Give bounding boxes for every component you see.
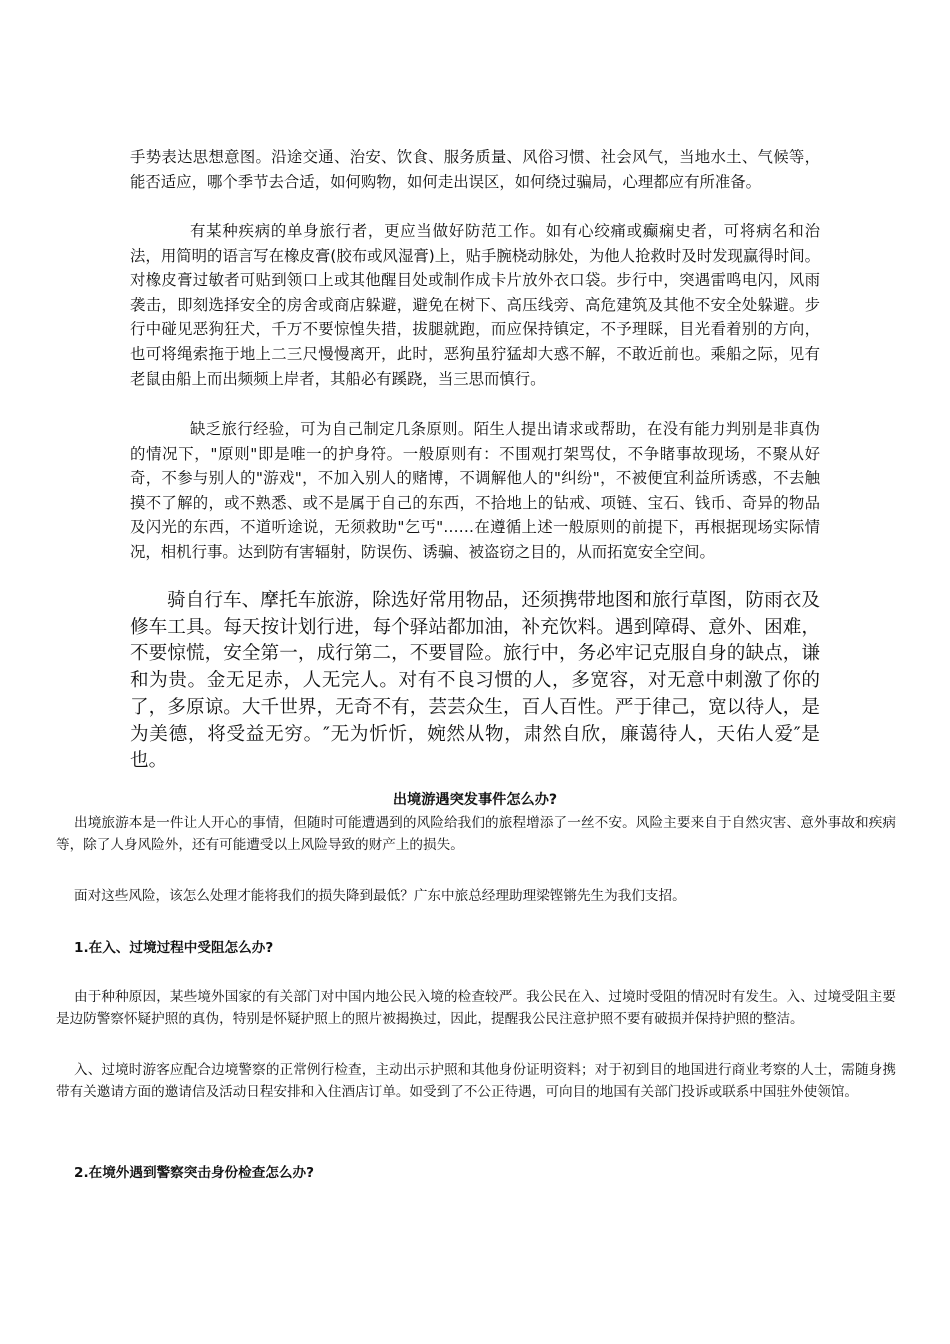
paragraph-border-inspection: 入、过境时游客应配合边境警察的正常例行检查，主动出示护照和其他身份证明资料；对于初到目的地国进行商业考察的人士，需随身携带有关邀请方面的邀请信及活动日程安排和入住酒店订单。如受到了不公正待遇，可向目的地国有关部门投诉或联系中国驻外使领馆。 [56,1062,896,1100]
paragraph-illness-precautions: 有某种疾病的单身旅行者，更应当做好防范工作。如有心绞痛或癫痫史者，可将病名和治法，用简明的语言写在橡皮膏(胶布或风湿膏)上，贴手腕桡动脉处，为他人抢救时及时发现赢得时间。对橡皮膏过敏者可贴到领口上或其他醒目处或制作成卡片放外衣口袋。步行中，突遇雷鸣电闪，风雨袭击，即刻选择安全的房舍或商店躲避，避免在树下、高压线旁、高危建筑及其他不安全处躲避。步行中碰见恶狗狂犬，千万不要惊惶失措，拔腿就跑，而应保持镇定，不予理睬，目光看着别的方向，也可将绳索拖于地上二三尺慢慢离开，此时，恶狗虽狞猛却大惑不解，不敢近前也。乘船之际，见有老鼠由船上而出频频上岸者，其船必有蹊跷，当三思而慎行。 [130,222,820,388]
paragraph-intro-risks: 出境旅游本是一件让人开心的事情，但随时可能遭遇到的风险给我们的旅程增添了一丝不安。风险主要来自于自然灾害、意外事故和疾病等，除了人身风险外，还有可能遭受以上风险导致的财产上的损失。 [56,815,896,853]
paragraph-expert-advice: 面对这些风险，该怎么处理才能将我们的损失降到最低？广东中旅总经理助理梁铿锵先生为我们支招。 [74,888,686,904]
paragraph-travel-principles: 缺乏旅行经验，可为自己制定几条原则。陌生人提出请求或帮助，在没有能力判别是非真伪的情况下，"原则"即是唯一的护身符。一般原则有：不围观打架骂仗，不争睹事故现场，不聚从好奇，不参与别人的"游戏"，不加入别人的赌博，不调解他人的"纠纷"，不被便宜利益所诱惑，不去触摸不了解的，或不熟悉、或不是属于自己的东西，不拾地上的钻戒、项链、宝石、钱币、奇异的物品及闪光的东西，不道听途说，无须救助"乞丐"……在遵循上述一般原则的前提下，再根据现场实际情况，相机行事。达到防有害辐射，防误伤、诱骗、被盗窃之目的，从而拓宽安全空间。 [130,420,820,561]
heading-police-check: 2.在境外遇到警察突击身份检查怎么办? [74,1165,315,1181]
paragraph-cycling-travel: 骑自行车、摩托车旅游，除选好常用物品，还须携带地图和旅行草图，防雨衣及修车工具。每天按计划行进，每个驿站都加油，补充饮料。遇到障碍、意外、困难，不要惊慌，安全第一，成行第二，不要冒险。旅行中，务必牢记克服自身的缺点，谦和为贵。金无足赤，人无完人。对有不良习惯的人，多宽容，对无意中刺激了你的了，多原谅。大千世界，无奇不有，芸芸众生，百人百性。严于律己，宽以待人，是为美德，将受益无穷。″无为忻忻，婉然从物，肃然自欣，廉蔼待人，天佑人爱″是也。 [130,590,820,772]
paragraph-entry-blocked: 由于种种原因，某些境外国家的有关部门对中国内地公民入境的检查较严。我公民在入、过境时受阻的情况时有发生。入、过境受阻主要是边防警察怀疑护照的真伪，特别是怀疑护照上的照片被揭换过，因此，提醒我公民注意护照不要有破损并保持护照的整洁。 [56,989,896,1027]
article-title: 出境游遇突发事件怎么办? [392,792,558,808]
paragraph-travel-preparation: 手势表达思想意图。沿途交通、治安、饮食、服务质量、风俗习惯、社会风气，当地水土、气候等，能否适应，哪个季节去合适，如何购物，如何走出误区，如何绕过骗局，心理都应有所准备。 [130,148,820,191]
heading-entry-blocked: 1.在入、过境过程中受阻怎么办? [74,940,274,956]
